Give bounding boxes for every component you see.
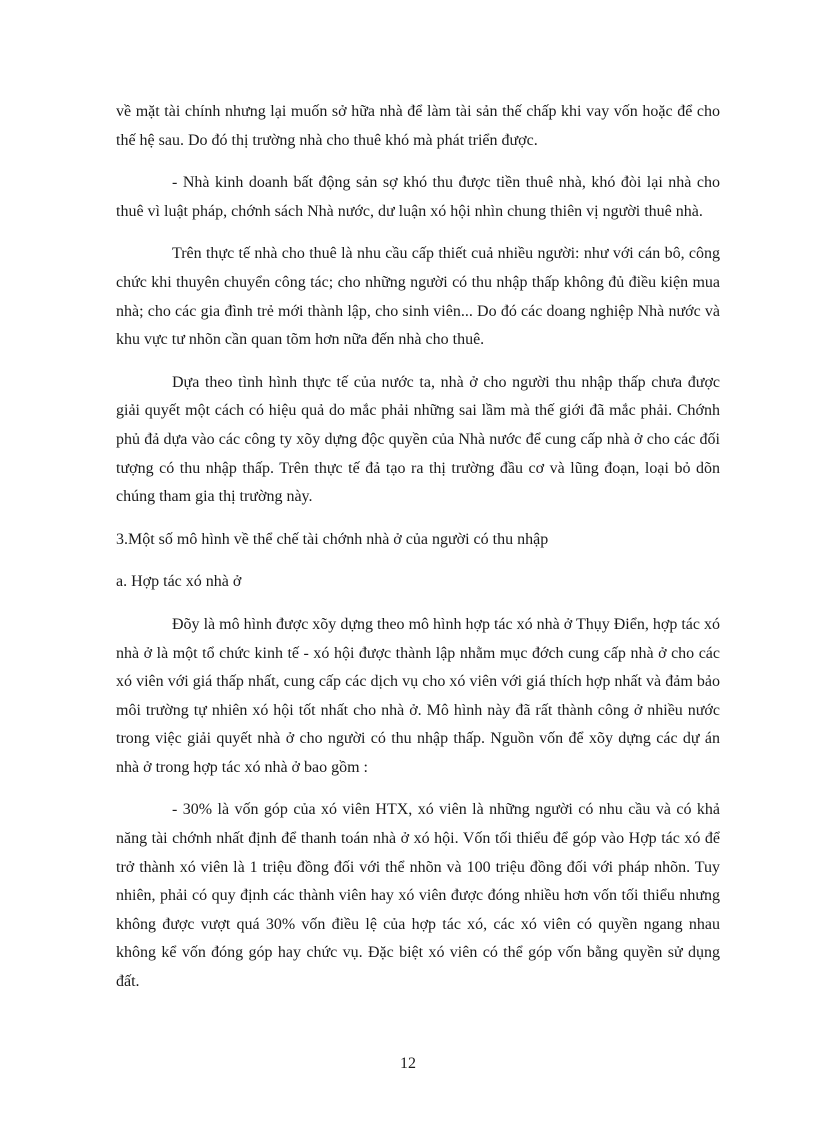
paragraph-cooperative-model: Đõy là mô hình được xõy dựng theo mô hình hợp tác xó nhà ở Thụy Điển, hợp tác xó nhà ở là một tổ chức kinh tế - xó hội được thành lập nhằm mục đớch cung cấp nhà ở cho các xó viên với giá thấp nhất, cung cấp các dịch vụ cho xó viên với giá thích hợp nhất và đảm bảo môi trường tự nhiên xó hội tốt nhất cho nhà ở. Mô hình này đã rất thành công ở nhiều nước trong việc giải quyết nhà ở cho người có thu nhập thấp. Nguồn vốn để xõy dựng các dự án nhà ở trong hợp tác xó nhà ở bao gồm : xyxy=(116,615,720,776)
page-body xyxy=(116,98,720,1011)
subsection-heading: a. Hợp tác xó nhà ở xyxy=(116,573,242,591)
paragraph-capital-contribution: - 30% là vốn góp của xó viên HTX, xó viên là những người có nhu cầu và có khả năng tài chớnh nhất định để thanh toán nhà ở xó hội. Vốn tối thiểu để góp vào Hợp tác xó để trở thành xó viên là 1 triệu đồng đối với thể nhõn và 100 triệu đồng đối với pháp nhõn. Tuy nhiên, phải có quy định các thành viên hay xó viên được đóng nhiều hơn vốn tối thiểu nhưng không được vượt quá 30% vốn điều lệ của hợp tác xó, các xó viên có quyền ngang nhau không kể vốn đóng góp hay chức vụ. Đặc biệt xó viên có thể góp vốn bằng quyền sử dụng đất. xyxy=(116,801,720,991)
page-number: 12 xyxy=(400,1055,416,1072)
paragraph-continuation: về mặt tài chính nhưng lại muốn sở hữa nhà để làm tài sản thế chấp khi vay vốn hoặc để cho thế hệ sau. Do đó thị trường nhà cho thuê khó mà phát triển được. xyxy=(116,103,720,149)
paragraph-rental-demand: Trên thực tế nhà cho thuê là nhu cầu cấp thiết cuả nhiều người: như với cán bô, công chức khi thuyên chuyển công tác; cho những người có thu nhập thấp không đủ điều kiện mua nhà; cho các gia đình trẻ mới thành lập, cho sinh viên... Do đó các doang nghiệp Nhà nước và khu vực tư nhõn cần quan tõm hơn nữa đến nhà cho thuê. xyxy=(116,245,720,349)
paragraph-real-estate-risk: - Nhà kinh doanh bất động sản sợ khó thu được tiền thuê nhà, khó đòi lại nhà cho thuê vì luật pháp, chớnh sách Nhà nước, dư luận xó hội nhìn chung thiên vị người thuê nhà. xyxy=(116,174,720,220)
section-heading: 3.Một số mô hình về thể chế tài chớnh nhà ở của người có thu nhập xyxy=(116,530,549,548)
paragraph-low-income-housing: Dựa theo tình hình thực tế của nước ta, nhà ở cho người thu nhập thấp chưa được giải quyết một cách có hiệu quả do mắc phải những sai lầm mà thế giới đã mắc phải. Chớnh phủ đả dựa vào các công ty xõy dựng độc quyền của Nhà nước để cung cấp nhà ở cho các đối tượng có thu nhập thấp. Trên thực tế đả tạo ra thị trường đầu cơ và lũng đoạn, loại bỏ dõn chúng tham gia thị trường này. xyxy=(116,373,720,506)
